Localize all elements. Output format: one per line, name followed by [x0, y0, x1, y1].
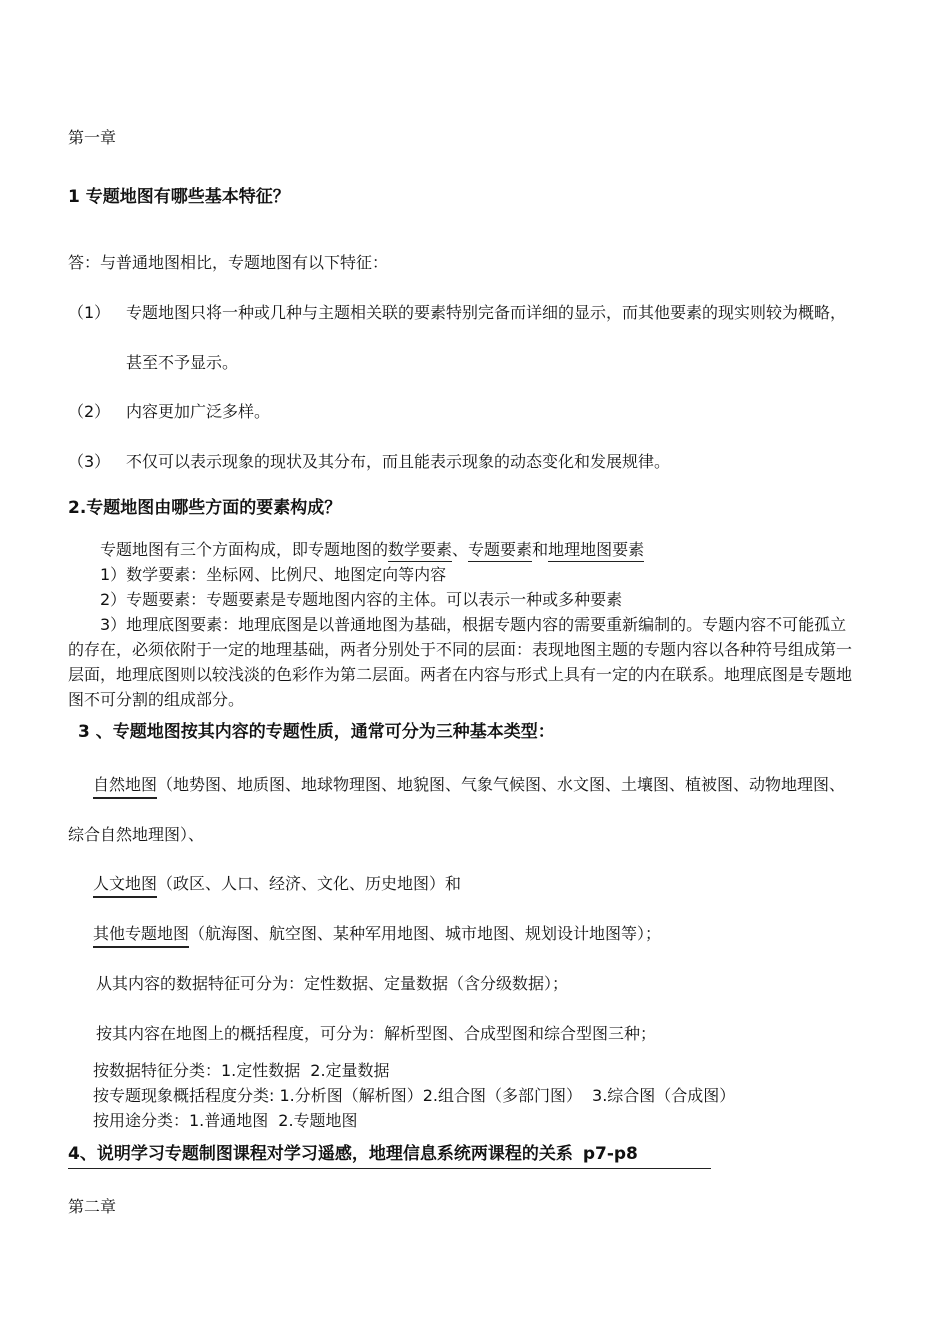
item-1-text: 专题地图只将一种或几种与主题相关联的要素特别完备而详细的显示，而其他要素的现实则较为概略， [126, 303, 847, 322]
natural-maps-list: （地势图、地质图、地球物理图、地貌图、气象气候图、水文图、土壤图、植被图、动物地理图、 [157, 775, 846, 794]
q2-intro [100, 540, 644, 559]
natural-maps-line [93, 775, 845, 794]
classification-by-generalization-b: 3.综合图（合成图） [592, 1086, 736, 1105]
separator: 和 [532, 540, 549, 559]
q2-line-1: 1）数学要素：坐标网、比例尺、地图定向等内容 [100, 565, 447, 584]
other-maps-term: 其他专题地图 [93, 924, 189, 948]
item-1-continuation: 甚至不予显示。 [126, 353, 239, 372]
question-1-title: 1 专题地图有哪些基本特征？ [68, 187, 290, 207]
human-maps-line [93, 874, 461, 893]
question-4-title [68, 1144, 711, 1169]
q2-intro-text: 专题地图有三个方面构成，即专题地图的 [100, 540, 389, 559]
classification-by-generalization-a: 按专题现象概括程度分类: 1.分析图（解析图）2.组合图（多部门图） [93, 1086, 583, 1105]
item-1-number: （1） [68, 303, 111, 322]
item-3-text: 不仅可以表示现象的现状及其分布，而且能表示现象的动态变化和发展规律。 [126, 452, 671, 471]
classification-by-data-a: 按数据特征分类：1.定性数据 [93, 1061, 301, 1080]
answer-intro: 答：与普通地图相比，专题地图有以下特征： [68, 253, 389, 272]
math-elements-term: 数学要素 [388, 540, 452, 562]
chapter-1-heading: 第一章 [68, 128, 117, 147]
q2-line-3b: 的存在，必须依附于一定的地理基础，两者分别处于不同的层面：表现地图主题的专题内容以各种符号组成第一 [68, 640, 853, 659]
chapter-2-heading: 第二章 [68, 1197, 117, 1216]
natural-maps-continuation: 综合自然地理图）、 [68, 825, 205, 844]
question-4-text: 4、说明学习专题制图课程对学习遥感，地理信息系统两课程的关系 [68, 1144, 573, 1164]
human-maps-list: （政区、人口、经济、文化、历史地图）和 [157, 874, 462, 893]
separator: 、 [452, 540, 469, 559]
classification-by-data-b: 2.定量数据 [310, 1061, 390, 1080]
q2-line-3d: 图不可分割的组成部分。 [68, 690, 245, 709]
question-3-title: 3 、专题地图按其内容的专题性质，通常可分为三种基本类型： [78, 722, 555, 742]
q2-line-2: 2）专题要素：专题要素是专题地图内容的主体。可以表示一种或多种要素 [100, 590, 623, 609]
classification-by-data [93, 1061, 390, 1080]
other-maps-line [93, 924, 661, 943]
classification-by-generalization [93, 1086, 735, 1105]
question-4-pages: p7-p8 [582, 1144, 638, 1164]
thematic-elements-term: 专题要素 [468, 540, 532, 562]
base-map-elements-term: 地理地图要素 [548, 540, 644, 562]
data-feature-classification: 从其内容的数据特征可分为：定性数据、定量数据（含分级数据）； [96, 974, 569, 993]
generalization-classification: 按其内容在地图上的概括程度，可分为：解析型图、合成型图和综合型图三种； [96, 1024, 657, 1043]
item-2-number: （2） [68, 402, 111, 421]
classification-by-use-b: 2.专题地图 [278, 1111, 358, 1130]
q2-line-3a: 3）地理底图要素：地理底图是以普通地图为基础，根据专题内容的需要重新编制的。专题内容不可能孤立 [100, 615, 847, 634]
item-3-number: （3） [68, 452, 111, 471]
item-2-text: 内容更加广泛多样。 [126, 402, 271, 421]
question-2-title: 2.专题地图由哪些方面的要素构成？ [68, 498, 342, 518]
other-maps-list: （航海图、航空图、某种军用地图、城市地图、规划设计地图等）； [189, 924, 662, 943]
natural-maps-term: 自然地图 [93, 775, 157, 799]
human-maps-term: 人文地图 [93, 874, 157, 898]
q2-line-3c: 层面，地理底图则以较浅淡的色彩作为第二层面。两者在内容与形式上具有一定的内在联系。地理底图是专题地 [68, 665, 853, 684]
classification-by-use-a: 按用途分类：1.普通地图 [93, 1111, 269, 1130]
classification-by-use [93, 1111, 358, 1130]
